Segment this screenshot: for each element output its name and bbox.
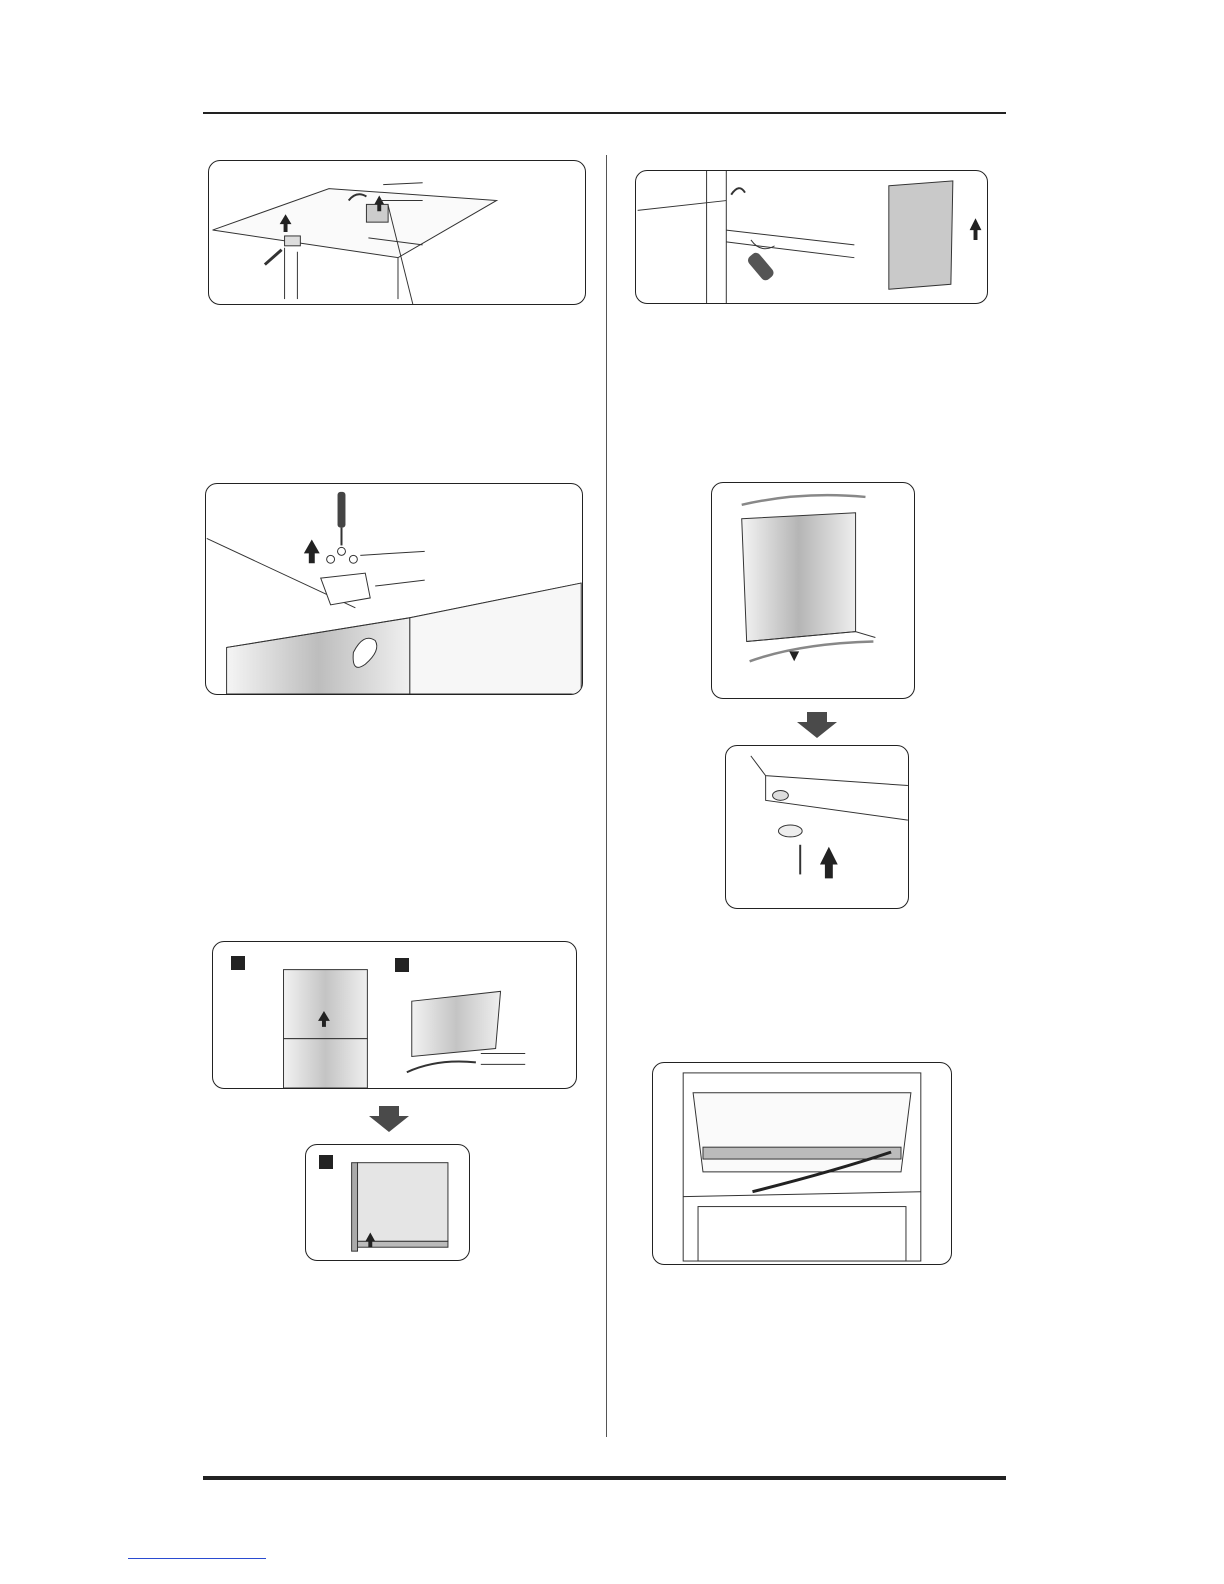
figure-hinge-screws xyxy=(205,483,583,695)
up-arrow-icon xyxy=(304,539,320,563)
footer-rule xyxy=(203,1476,1006,1480)
figure-door-bottom-pin xyxy=(305,1144,470,1261)
down-arrow-icon xyxy=(369,1106,409,1137)
screwdriver-icon xyxy=(746,251,776,283)
hinge-screws-drawing xyxy=(206,484,582,694)
figure-top-hinge-cover xyxy=(208,160,586,305)
door-bottom-drawing xyxy=(306,1145,469,1260)
curved-arrow-icon xyxy=(731,188,745,194)
door-pin-drawing xyxy=(726,746,908,908)
interior-bar-drawing xyxy=(653,1063,951,1264)
down-arrow-icon xyxy=(797,712,837,743)
door-lift-drawing xyxy=(213,942,576,1088)
top-hinge-cover-drawing xyxy=(209,161,585,304)
figure-door-swap xyxy=(711,482,915,699)
column-divider xyxy=(606,155,607,1437)
figure-lower-hinge xyxy=(635,170,988,304)
figure-door-lift-steps xyxy=(212,941,577,1089)
figure-interior-bar xyxy=(652,1062,952,1265)
door-swap-drawing xyxy=(712,483,914,698)
up-arrow-icon xyxy=(820,847,838,879)
lower-hinge-drawing xyxy=(636,171,987,303)
footer-link-underline xyxy=(128,1558,266,1559)
up-arrow-icon xyxy=(970,218,982,240)
curved-arrow-icon xyxy=(407,1061,476,1072)
figure-door-pin xyxy=(725,745,909,909)
header-rule xyxy=(203,112,1006,114)
